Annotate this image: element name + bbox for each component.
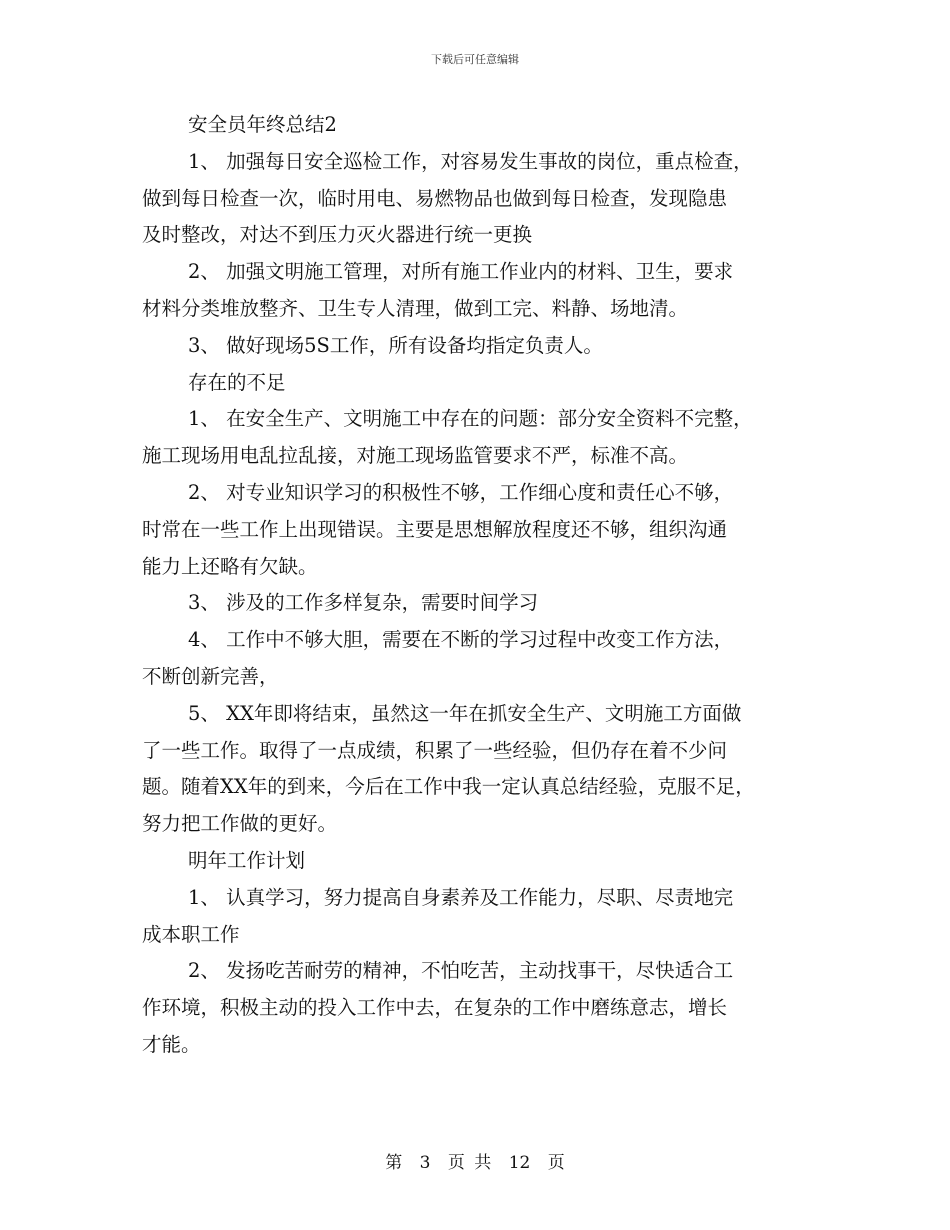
paragraph-line: 4、 工作中不够大胆，需要在不断的学习过程中改变工作方法，	[188, 628, 734, 652]
paragraph-line: 做到每日检查一次，临时用电、易燃物品也做到每日检查，发现隐患	[142, 186, 728, 210]
footer-prefix: 第	[385, 1153, 403, 1173]
paragraph-line: 及时整改，对达不到压力灭火器进行统一更换	[142, 223, 533, 247]
document-body	[142, 107, 814, 1064]
paragraph-line: 不断创新完善，	[142, 664, 279, 688]
paragraph-line: 2、 加强文明施工管理，对所有施工作业内的材料、卫生，要求	[188, 260, 734, 284]
page-footer	[0, 1152, 950, 1174]
paragraph-line: 题。随着XX年的到来，今后在工作中我一定认真总结经验，克服不足，	[142, 775, 755, 799]
section-heading: 明年工作计划	[188, 848, 306, 872]
paragraph-line: 施工现场用电乱拉乱接，对施工现场监管要求不严，标准不高。	[142, 444, 689, 468]
paragraph-line: 材料分类堆放整齐、卫生专人清理，做到工完、料静、场地清。	[142, 296, 689, 320]
paragraph-line: 成本职工作	[142, 922, 240, 946]
footer-middle: 页 共	[447, 1153, 492, 1173]
paragraph-line: 1、 在安全生产、文明施工中存在的问题：部分安全资料不完整，	[188, 407, 753, 431]
paragraph-line: 时常在一些工作上出现错误。主要是思想解放程度还不够，组织沟通	[142, 517, 728, 541]
paragraph-line: 才能。	[142, 1032, 201, 1056]
paragraph-line: 1、 认真学习，努力提高自身素养及工作能力，尽职、尽责地完	[188, 885, 734, 909]
paragraph-line: 作环境，积极主动的投入工作中去，在复杂的工作中磨练意志，增长	[142, 996, 728, 1020]
paragraph-line: 了一些工作。取得了一点成绩，积累了一些经验，但仍存在着不少问	[142, 738, 728, 762]
paragraph-line: 努力把工作做的更好。	[142, 812, 338, 836]
page-header	[0, 52, 950, 68]
paragraph-line: 2、 发扬吃苦耐劳的精神，不怕吃苦，主动找事干，尽快适合工	[188, 959, 734, 983]
paragraph-line: 3、 涉及的工作多样复杂，需要时间学习	[188, 591, 539, 615]
paragraph-line: 1、 加强每日安全巡检工作，对容易发生事故的岗位，重点检查，	[188, 149, 753, 173]
section-title: 安全员年终总结2	[188, 113, 337, 136]
header-text: 下载后可任意编辑	[431, 53, 519, 66]
current-page-number: 3	[419, 1153, 431, 1173]
footer-suffix: 页	[547, 1153, 565, 1173]
paragraph-line: 3、 做好现场5S工作，所有设备均指定负责人。	[188, 333, 603, 357]
paragraph-line: 5、 XX年即将结束，虽然这一年在抓安全生产、文明施工方面做	[188, 701, 742, 725]
section-heading: 存在的不足	[188, 370, 286, 394]
total-page-count: 12	[508, 1153, 531, 1173]
paragraph-line: 能力上还略有欠缺。	[142, 554, 318, 578]
paragraph-line: 2、 对专业知识学习的积极性不够，工作细心度和责任心不够，	[188, 480, 734, 504]
